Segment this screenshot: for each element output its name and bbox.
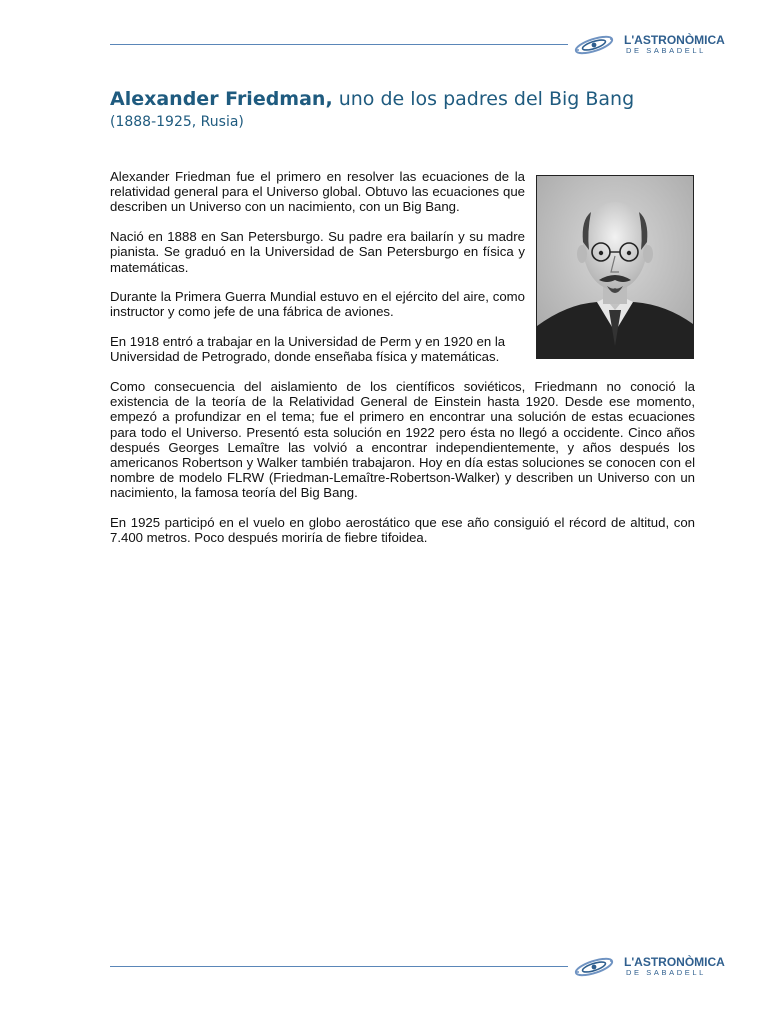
paragraph-3: Durante la Primera Guerra Mundial estuvo en el ejército del aire, como instructor y como jefe de una fábrica de aviones. [110,289,525,320]
galaxy-icon [572,954,616,980]
paragraph-4: En 1918 entró a trabajar en la Universidad de Perm y en 1920 en la Universidad de Petrogrado, donde enseñaba física y matemáticas. [110,334,506,365]
footer-rule [110,966,568,967]
logo-title: L'ASTRONÒMICA [624,955,725,969]
paragraph-5: Como consecuencia del aislamiento de los científicos soviéticos, Friedmann no conoció la existencia de la teoría de la Relatividad General de Einstein hasta 1920. Desde ese momento, empezó a profundizar en el tema; fue el primero en encontrar una solución de estas ecuaciones para todo el Universo. Presentó esta solución en 1922 pero ésta no llegó a occidente. Cinco años después Georges Lemaître las volvió a encontrar independientemente, y años después los americanos Robertson y Walker también trabajaron. Hoy en día estas soluciones se conocen con el nombre de modelo FLRW (Friedman-Lemaître-Robertson-Walker) y describen un Universo con un nacimiento, la famosa teoría del Big Bang. [110,379,695,501]
header-rule [110,44,568,45]
page-title [110,88,634,110]
paragraph-6: En 1925 participó en el vuelo en globo aerostático que ese año consiguió el récord de altitud, con 7.400 metros. Poco después moriría de fiebre tifoidea. [110,515,695,546]
header-logo [572,30,725,60]
title-name: Alexander Friedman, [110,88,333,110]
footer-logo [572,952,725,982]
logo-subtitle: DE SABADELL [626,968,706,977]
paragraph-2: Nació en 1888 en San Petersburgo. Su padre era bailarín y su madre pianista. Se graduó en la Universidad de San Petersburgo en física y matemáticas. [110,229,525,275]
logo-subtitle: DE SABADELL [626,46,706,55]
paragraph-1: Alexander Friedman fue el primero en resolver las ecuaciones de la relatividad general para el Universo global. Obtuvo las ecuaciones que describen un Universo con un nacimiento, con un Big Bang. [110,169,525,215]
galaxy-icon [572,32,616,58]
logo-title: L'ASTRONÒMICA [624,33,725,47]
page-subtitle: (1888-1925, Rusia) [110,114,244,130]
article-body [110,169,695,560]
title-rest: uno de los padres del Big Bang [332,88,635,110]
